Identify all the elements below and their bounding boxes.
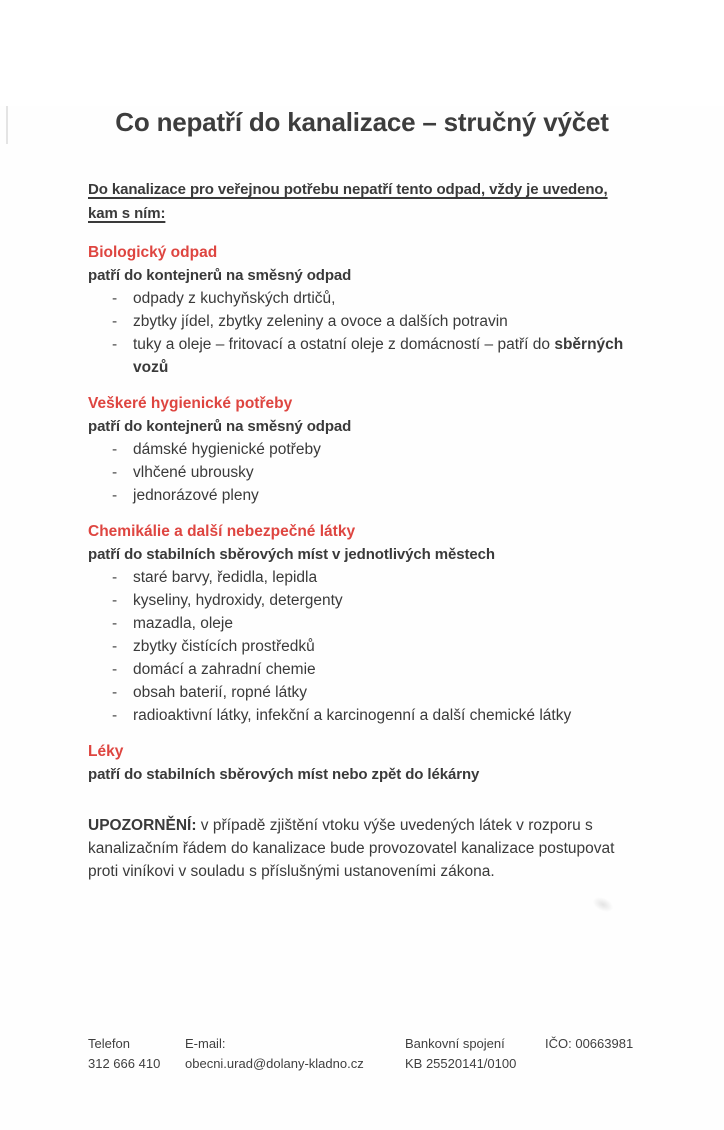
- section-hygienicke-potreby: [88, 392, 636, 507]
- dash-bullet: -: [112, 684, 118, 701]
- list-item: [88, 589, 636, 612]
- dash-bullet: -: [112, 290, 118, 307]
- footer-value: KB 25520141/0100: [405, 1056, 517, 1071]
- section-heading: Biologický odpad: [88, 244, 218, 261]
- list-item: [88, 681, 636, 704]
- section-heading: Veškeré hygienické potřeby: [88, 395, 293, 412]
- list-item-text: odpady z kuchyňských drtičů,: [133, 290, 336, 307]
- section-heading: Léky: [88, 743, 124, 760]
- footer-label: IČO: 00663981: [545, 1036, 634, 1051]
- footer-column-email: [185, 1034, 364, 1074]
- list-item: [88, 461, 636, 484]
- section-subheading: patří do stabilních sběrových míst v jednotlivých městech: [88, 546, 495, 563]
- list-item-text: zbytky čistících prostředků: [133, 638, 315, 655]
- list-item-text: obsah baterií, ropné látky: [133, 684, 308, 701]
- warning-paragraph: [88, 814, 636, 883]
- list-item: [88, 658, 636, 681]
- footer: [0, 1034, 724, 1078]
- list-item: [88, 704, 636, 727]
- list-item-text: tuky a oleje – fritovací a ostatní oleje z domácností – patří do: [133, 336, 555, 353]
- sections-container: [88, 241, 636, 786]
- section-chemikalie: [88, 520, 636, 727]
- scan-artifact-line: [6, 106, 8, 144]
- section-subheading: patří do stabilních sběrových míst nebo zpět do lékárny: [88, 766, 480, 783]
- warning-line: proti viníkovi v souladu s příslušnými ustanoveními zákona.: [88, 863, 495, 880]
- section-leky: [88, 740, 636, 786]
- intro-paragraph: [88, 178, 636, 226]
- warning-line: [88, 814, 636, 837]
- dash-bullet: -: [112, 707, 118, 724]
- list-item-text: radioaktivní látky, infekční a karcinogenní a další chemické látky: [133, 707, 572, 724]
- section-heading: Chemikálie a další nebezpečné látky: [88, 523, 356, 540]
- dash-bullet: -: [112, 441, 118, 458]
- list-item-text: vlhčené ubrousky: [133, 464, 254, 481]
- footer-label: Telefon: [88, 1036, 130, 1051]
- list-item-text: dámské hygienické potřeby: [133, 441, 321, 458]
- list-item: [88, 333, 636, 379]
- scanned-document-page: [0, 106, 724, 1130]
- list-item-text: mazadla, oleje: [133, 615, 233, 632]
- footer-label: E-mail:: [185, 1036, 226, 1051]
- warning-line: kanalizačním řádem do kanalizace bude provozovatel kanalizace postupovat: [88, 840, 615, 857]
- list-item-text: staré barvy, ředidla, lepidla: [133, 569, 318, 586]
- dash-bullet: -: [112, 638, 118, 655]
- footer-column-telefon: [88, 1034, 160, 1074]
- list-item-text: kyseliny, hydroxidy, detergenty: [133, 592, 343, 609]
- list-item: [88, 566, 636, 589]
- scan-artifact-smudge: [590, 894, 615, 915]
- section-subheading: patří do kontejnerů na směsný odpad: [88, 267, 352, 284]
- footer-label: Bankovní spojení: [405, 1036, 505, 1051]
- footer-value: obecni.urad@dolany-kladno.cz: [185, 1056, 364, 1071]
- list-item: [88, 635, 636, 658]
- list-item-text: domácí a zahradní chemie: [133, 661, 316, 678]
- list-item-continuation: vozů: [133, 359, 169, 376]
- list-item: [88, 287, 636, 310]
- dash-bullet: -: [112, 487, 118, 504]
- dash-bullet: -: [112, 313, 118, 330]
- dash-bullet: -: [112, 464, 118, 481]
- footer-value: 312 666 410: [88, 1056, 161, 1071]
- intro-line: Do kanalizace pro veřejnou potřebu nepatří tento odpad, vždy je uvedeno,: [88, 181, 608, 198]
- warning-text: v případě zjištění vtoku výše uvedených látek v rozporu s: [196, 817, 593, 834]
- list-item: [88, 310, 636, 333]
- list-item-text: jednorázové pleny: [133, 487, 259, 504]
- dash-bullet: -: [112, 569, 118, 586]
- dash-bullet: -: [112, 592, 118, 609]
- document-title: Co nepatří do kanalizace – stručný výčet: [115, 107, 609, 137]
- list-item: [88, 438, 636, 461]
- list-item: [88, 612, 636, 635]
- list-item-text: zbytky jídel, zbytky zeleniny a ovoce a dalších potravin: [133, 313, 508, 330]
- dash-bullet: -: [112, 336, 118, 353]
- dash-bullet: -: [112, 615, 118, 632]
- section-biologicky-odpad: [88, 241, 636, 379]
- dash-bullet: -: [112, 661, 118, 678]
- intro-line: kam s ním:: [88, 205, 166, 222]
- list-item-bold: sběrných: [554, 336, 624, 353]
- footer-column-ico: [545, 1034, 633, 1054]
- list-item: [88, 484, 636, 507]
- footer-column-bank: [405, 1034, 516, 1074]
- section-subheading: patří do kontejnerů na směsný odpad: [88, 418, 352, 435]
- warning-label: UPOZORNĚNÍ:: [88, 817, 197, 834]
